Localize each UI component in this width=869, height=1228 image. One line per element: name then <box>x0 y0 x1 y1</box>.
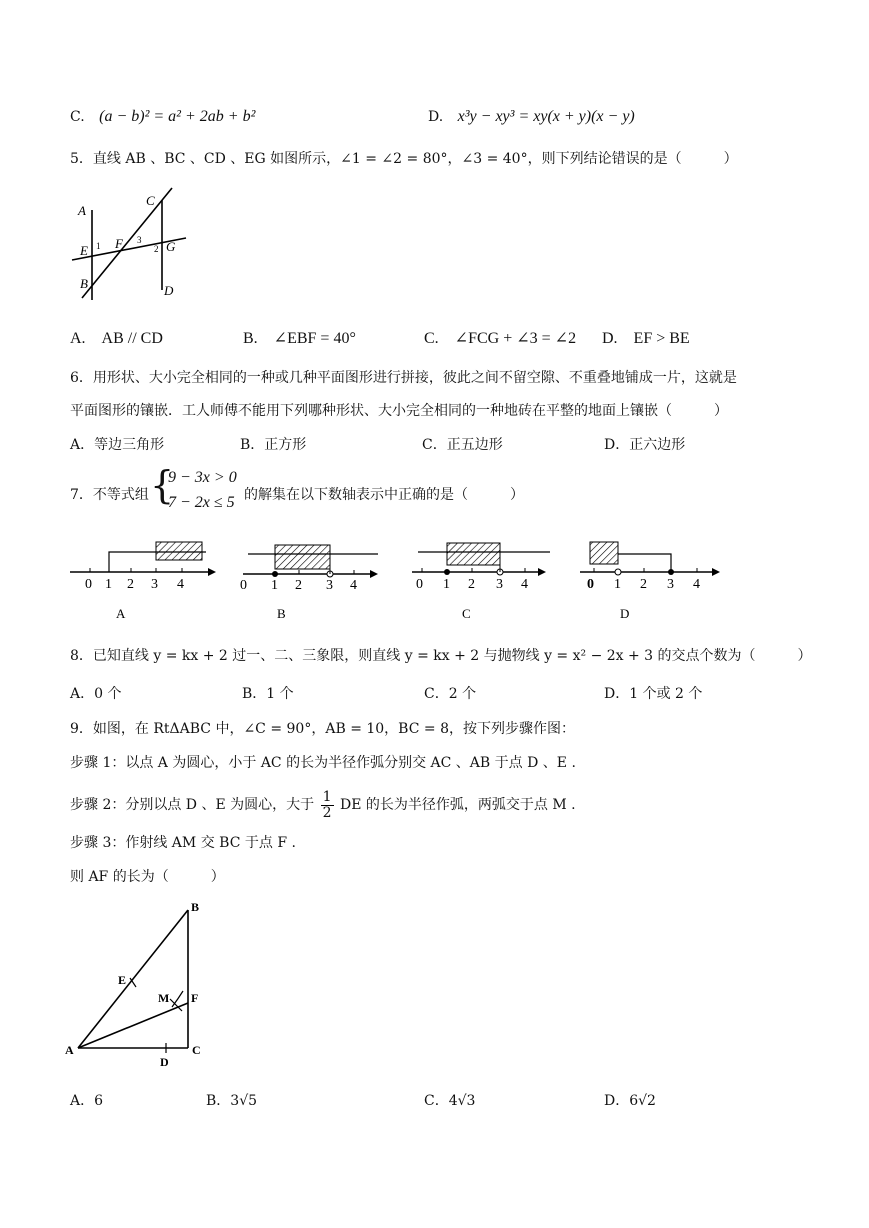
q4-option-d-label: D. <box>428 109 444 125</box>
q8-option-b: B．1 个 <box>242 686 294 702</box>
q8-stem: 8．已知直线 y = kx + 2 过一、二、三象限，则直线 y = kx + 2 与抛物线 y = x² − 2x + 3 的交点个数为（ ） <box>70 648 812 664</box>
q7-choice-d <box>580 542 720 621</box>
q7-brace: { <box>150 463 175 507</box>
q7-b-tick-1: 1 <box>271 578 278 593</box>
q9-step2-pre: 步骤 2：分别以点 D 、E 为圆心，大于 <box>70 797 315 814</box>
q7-c-tick-0: 0 <box>416 577 423 592</box>
q5-label-e: E <box>80 243 88 258</box>
q5-option-d: D. EF > BE <box>602 330 690 347</box>
q7-d-tick-4: 4 <box>693 577 700 592</box>
q7-a-tick-0: 0 <box>85 577 92 592</box>
q9-label-b: B <box>191 900 200 914</box>
q7-c-tick-3: 3 <box>496 577 503 592</box>
q9-step1: 步骤 1：以点 A 为圆心，小于 AC 的长为半径作弧分别交 AC 、AB 于点 D 、E . <box>70 755 576 771</box>
q5-option-a: A. AB // CD <box>70 330 163 347</box>
q7-d-tick-0: 0 <box>587 577 594 592</box>
q5-label-angle3: 3 <box>137 235 142 245</box>
q7-b-tick-2: 2 <box>295 578 302 593</box>
q9-option-b: B．3√5 <box>206 1093 258 1109</box>
q7-number-lines <box>60 530 740 630</box>
q9-step3: 步骤 3：作射线 AM 交 BC 于点 F . <box>70 835 296 851</box>
q5-label-angle2: 2 <box>154 244 159 254</box>
q6-option-a: A．等边三角形 <box>70 437 165 453</box>
q7-b-tick-0: 0 <box>240 578 247 593</box>
q4-option-c-label: C. <box>70 109 85 125</box>
q8-option-a: A．0 个 <box>70 686 122 702</box>
q5-label-g: G <box>166 239 176 254</box>
q5-label-c: C <box>146 193 155 208</box>
q7-ineq1: 9 − 3x > 0 <box>168 469 237 486</box>
q9-label-e: E <box>118 973 127 987</box>
q7-c-tick-4: 4 <box>521 577 528 592</box>
q7-b-tick-3: 3 <box>326 578 333 593</box>
q6-option-d: D．正六边形 <box>604 437 686 453</box>
q7-a-tick-1: 1 <box>105 577 112 592</box>
q4-option-c <box>70 108 255 126</box>
q5-figure <box>60 180 200 305</box>
q7-choice-c <box>412 543 550 621</box>
q9-option-d: D．6√2 <box>604 1093 656 1109</box>
q9-label-f: F <box>191 991 199 1005</box>
q9-side-ab <box>78 910 188 1048</box>
q9-ray-af <box>78 1003 188 1048</box>
q7-b-tick-4: 4 <box>350 578 357 593</box>
q7-ineq2: 7 − 2x ≤ 5 <box>168 494 235 511</box>
q6-stem-line1: 6．用形状、大小完全相同的一种或几种平面图形进行拼接，彼此之间不留空隙、不重叠地铺成一片，这就是 <box>70 370 737 386</box>
q7-choice-a <box>70 542 216 621</box>
q9-step2-post: DE 的长为半径作弧，两弧交于点 M . <box>339 797 576 814</box>
q5-label-angle1: 1 <box>96 241 101 251</box>
q7-label-d: D <box>620 606 630 621</box>
q7-label-c: C <box>462 606 471 621</box>
q7-label-a: A <box>116 606 126 621</box>
q6-stem-line2: 平面图形的镶嵌．工人师傅不能用下列哪种形状、大小完全相同的一种地砖在平整的地面上镶嵌（ ） <box>70 403 728 419</box>
q5-stem: 5．直线 AB 、BC 、CD 、EG 如图所示，∠1 = ∠2 = 80°，∠3 = 40°，则下列结论错误的是（ ） <box>70 151 738 167</box>
q5-option-c: C. ∠FCG + ∠3 = ∠2 <box>424 330 577 347</box>
q9-figure <box>62 895 222 1075</box>
q9-fraction <box>321 790 334 820</box>
q9-ask: 则 AF 的长为（ ） <box>70 869 225 885</box>
q9-stem: 9．如图，在 RtΔABC 中，∠C = 90°，AB = 10，BC = 8，按下列步骤作图： <box>70 721 575 737</box>
q5-option-b: B. ∠EBF = 40° <box>243 330 356 347</box>
q7-suffix: 的解集在以下数轴表示中正确的是（ ） <box>244 487 524 503</box>
q7-a-tick-2: 2 <box>127 577 134 592</box>
q7-c-tick-2: 2 <box>468 577 475 592</box>
q9-option-a: A．6 <box>70 1093 104 1109</box>
q9-label-d: D <box>160 1055 169 1069</box>
q5-label-f: F <box>115 236 123 251</box>
q6-option-c: C．正五边形 <box>422 437 503 453</box>
q8-option-d: D．1 个或 2 个 <box>604 686 703 702</box>
q4-option-d <box>428 108 635 126</box>
q7-label-b: B <box>277 606 286 621</box>
q6-option-b: B．正方形 <box>240 437 307 453</box>
q9-label-c: C <box>192 1043 201 1057</box>
q7-a-tick-3: 3 <box>151 577 158 592</box>
q9-frac-num: 1 <box>322 789 332 805</box>
q7-d-tick-1: 1 <box>614 577 621 592</box>
q9-step2 <box>70 790 576 820</box>
q7-a-tick-4: 4 <box>177 577 184 592</box>
q9-label-m: M <box>158 991 170 1005</box>
q7-d-tick-3: 3 <box>667 577 674 592</box>
q7-choice-b <box>240 545 378 621</box>
q8-option-c: C．2 个 <box>424 686 477 702</box>
q5-label-b: B <box>80 276 88 291</box>
q7-c-tick-1: 1 <box>443 577 450 592</box>
q7-d-tick-2: 2 <box>640 577 647 592</box>
q5-label-a: A <box>78 203 86 218</box>
q9-label-a: A <box>65 1043 74 1057</box>
q9-option-c: C．4√3 <box>424 1093 476 1109</box>
q4-option-d-expr: x³y − xy³ = xy(x + y)(x − y) <box>457 108 635 125</box>
q9-frac-den: 2 <box>322 804 332 821</box>
q7-prefix: 7．不等式组 <box>70 487 149 503</box>
q5-label-d: D <box>164 283 174 298</box>
q4-option-c-expr: (a − b)² = a² + 2ab + b² <box>99 108 256 125</box>
